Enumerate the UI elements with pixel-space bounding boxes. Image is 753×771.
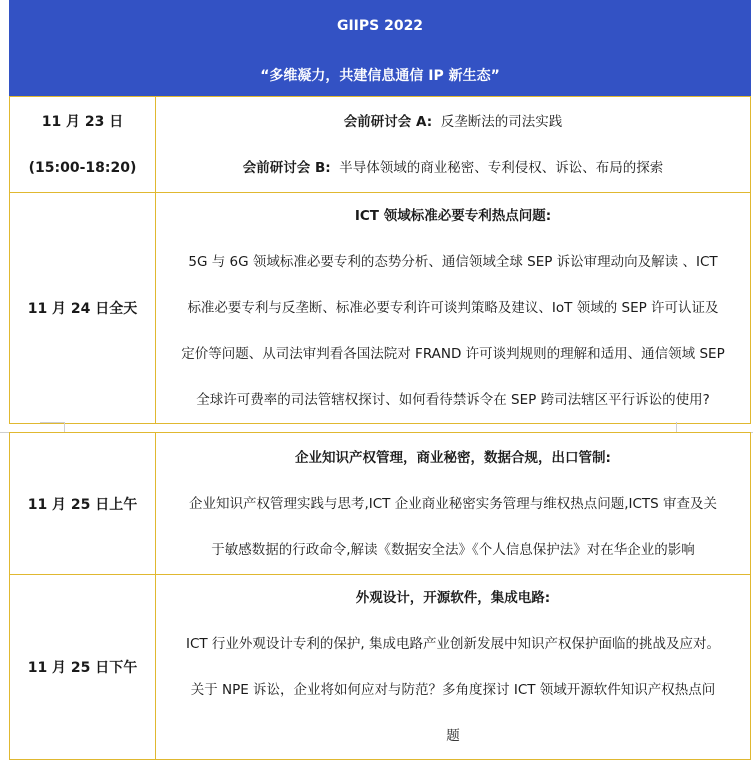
- session-topic-line: 定价等问题、从司法审判看各国法院对 FRAND 许可谈判规则的理解和适用、通信领域 SEP: [181, 346, 725, 362]
- session-topic-line: 全球许可费率的司法管辖权探讨、如何看待禁诉令在 SEP 跨司法辖区平行诉讼的使用?: [196, 392, 710, 408]
- table-row: [10, 433, 751, 575]
- session-topic-line: 题: [446, 728, 460, 744]
- page-break-mark: [64, 422, 65, 432]
- workshop-a: [156, 99, 750, 145]
- session-topic-line: 于敏感数据的行政命令,解读《数据安全法》《个人信息保护法》对在华企业的影响: [211, 541, 695, 558]
- event-slogan: “多维凝力，共建信息通信 IP 新生态”: [260, 68, 500, 84]
- workshop-b: [156, 145, 750, 191]
- schedule-table-top: [9, 96, 751, 424]
- date-cell: [10, 97, 156, 193]
- content-cell: [156, 193, 751, 424]
- page-break-mark: [40, 422, 64, 423]
- event-title: GIIPS 2022: [336, 18, 424, 34]
- table-row: [10, 97, 751, 193]
- workshop-b-topic: 半导体领域的商业秘密、专利侵权、诉讼、布局的探索: [339, 159, 664, 176]
- session-heading: ICT 领域标准必要专利热点问题:: [354, 208, 552, 224]
- time-label: (15:00-18:20): [28, 159, 137, 176]
- session-heading: 企业知识产权管理，商业秘密，数据合规，出口管制:: [295, 449, 611, 466]
- date-label: 11 月 23 日: [41, 113, 124, 130]
- workshop-a-label: 会前研讨会 A:: [343, 113, 433, 130]
- table-row: [10, 193, 751, 424]
- workshop-b-label: 会前研讨会 B:: [242, 159, 331, 176]
- session-topic-line: 5G 与 6G 领域标准必要专利的态势分析、通信领域全球 SEP 诉讼审理动向及解读 、ICT: [188, 254, 718, 270]
- table-header: [9, 0, 751, 96]
- session-topic-line: 关于 NPE 诉讼，企业将如何应对与防范？多角度探讨 ICT 领域开源软件知识产权热点问: [190, 682, 716, 698]
- session-topic-line: ICT 行业外观设计专利的保护, 集成电路产业创新发展中知识产权保护面临的挑战及应对。: [185, 636, 721, 652]
- table-row: [10, 575, 751, 760]
- session-topic-line: 企业知识产权管理实践与思考,ICT 企业商业秘密实务管理与维权热点问题,ICTS 审查及关: [188, 495, 718, 512]
- content-cell: [156, 575, 751, 760]
- content-cell: [156, 97, 751, 193]
- session-heading: 外观设计，开源软件，集成电路:: [355, 590, 551, 606]
- schedule-table-bottom: [9, 432, 751, 760]
- page-break-mark: [676, 422, 677, 432]
- date-cell: 11 月 25 日下午: [10, 575, 156, 760]
- date-cell: 11 月 25 日上午: [10, 433, 156, 575]
- content-cell: [156, 433, 751, 575]
- date-cell: 11 月 24 日全天: [10, 193, 156, 424]
- session-topic-line: 标准必要专利与反垄断、标准必要专利许可谈判策略及建议、IoT 领域的 SEP 许可认证及: [187, 300, 719, 316]
- workshop-a-topic: 反垄断法的司法实践: [440, 113, 563, 130]
